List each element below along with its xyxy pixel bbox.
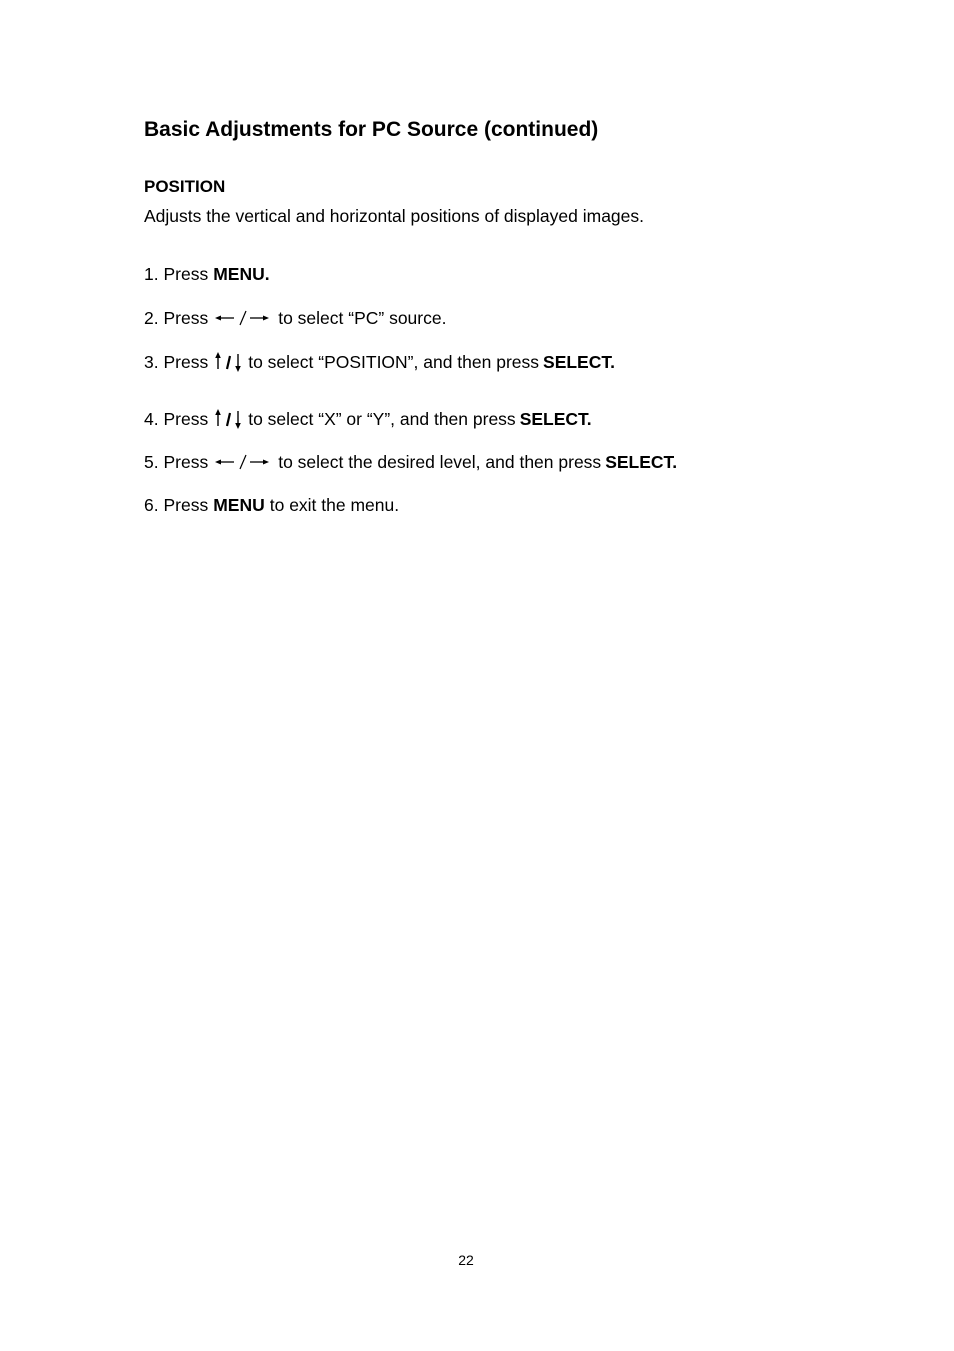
step-6-text: to exit the menu. xyxy=(269,495,400,515)
page-title: Basic Adjustments for PC Source (continued) xyxy=(144,118,599,141)
step-5-prefix: 5. Press xyxy=(144,452,209,472)
step-2-text: to select “PC” source. xyxy=(278,308,447,328)
page-number: 22 xyxy=(458,1252,474,1268)
step-5 xyxy=(144,451,677,473)
step-3-text: to select “POSITION”, and then press xyxy=(248,352,540,372)
step-6 xyxy=(144,494,399,516)
left-right-arrows-icon xyxy=(214,453,270,471)
left-right-arrows-icon xyxy=(214,309,270,327)
step-5-text: to select the desired level, and then press xyxy=(278,452,602,472)
step-3-key: SELECT. xyxy=(543,352,615,372)
step-5-key: SELECT. xyxy=(605,452,678,472)
step-3-prefix: 3. Press xyxy=(144,352,209,372)
step-3 xyxy=(144,351,615,373)
step-1 xyxy=(144,263,270,285)
step-1-key: MENU. xyxy=(213,264,270,284)
step-4-text: to select “X” or “Y”, and then press xyxy=(248,409,516,429)
up-down-arrows-icon xyxy=(213,408,243,430)
step-2 xyxy=(144,307,446,329)
step-4-prefix: 4. Press xyxy=(144,409,209,429)
step-2-prefix: 2. Press xyxy=(144,308,209,328)
step-6-prefix: 6. Press xyxy=(144,495,209,515)
step-4 xyxy=(144,408,592,430)
step-6-key: MENU xyxy=(213,495,265,515)
step-1-prefix: 1. Press xyxy=(144,264,209,284)
section-heading: POSITION xyxy=(144,177,226,196)
up-down-arrows-icon xyxy=(213,351,243,373)
section-description: Adjusts the vertical and horizontal positions of displayed images. xyxy=(144,206,644,226)
step-4-key: SELECT. xyxy=(519,409,592,429)
